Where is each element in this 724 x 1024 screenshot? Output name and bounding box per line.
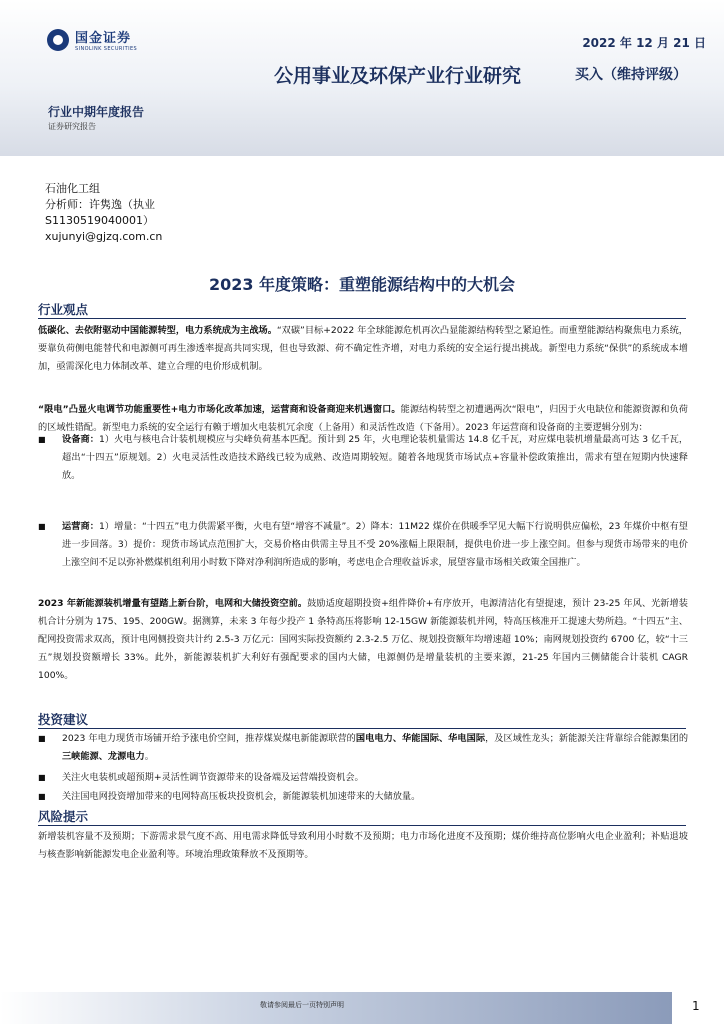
report-date: 2022 年 12 月 21 日: [582, 36, 706, 50]
report-title: 公用事业及环保产业行业研究: [273, 65, 521, 87]
footer-disclaimer[interactable]: 敬请参阅最后一页特别声明: [260, 1001, 344, 1009]
paragraph-new-energy: 2023 年新能源装机增量有望踏上新台阶，电网和大储投资空前。鼓励适度超期投资+组件降价+有序放开，电源清洁化有望提速，预计 23-25 年风、光新增装机合计分别为 175、195、200GW。据测算，未来 3 年每少投产 1 条特高压将影响 12-15GW 新能源装机并网，特高压核准开工提速大势所趋。“十四五”主、配网投资需求双高，预计电网侧投资共计约 2.5-3 万亿元：国网实际投资额约 2.3-2.5 万亿、规划投资额年均增速超 10%；南网规划投资约 6700 亿，较“十三五”规划投资额增长 33%。此外，新能源装机扩大利好有强配要求的国内大储，电源侧仍是增量装机的主要来源，21-25 年国内三侧储能合计装机 CAGR 100%。: [38, 598, 688, 681]
author-group: 石油化工组: [45, 182, 100, 195]
logo-name-en: SINOLINK SECURITIES: [75, 46, 138, 52]
section-divider: [38, 318, 686, 319]
bullet-invest-3: ■ 关注国电网投资增加带来的电网特高压板块投资机会，新能源装机加速带来的大储放量。: [38, 788, 688, 806]
rating-badge: 买入（维持评级）: [575, 67, 687, 83]
author-block: [45, 181, 162, 245]
report-header: [0, 0, 724, 156]
paragraph-power-cut: “限电”凸显火电调节功能重要性+电力市场化改革加速，运营商和设备商迎来机遇窗口。能源结构转型之初遭遇两次“限电”，归因于火电缺位和能源资源和负荷的区域性错配。新型电力系统的安全运行有赖于增加火电装机冗余度（上备用）和灵活性改造（下备用）。2023 年运营商和设备商的主要逻辑分别为：: [38, 404, 688, 433]
section-divider: [38, 825, 686, 826]
report-category: 证券研究报告: [48, 122, 96, 131]
section-heading-risk: 风险提示: [38, 809, 89, 824]
logo-icon: [47, 29, 69, 51]
bullet-square-icon: ■: [38, 792, 46, 801]
company-logo: [47, 27, 137, 52]
bullet-equipment: ■ 设备商：1）火电与核电合计装机规模应与尖峰负荷基本匹配。预计到 25 年，火电理论装机量需达 14.8 亿千瓦，对应煤电装机增量最高可达 3 亿千瓦，超出“十四五”原规划。2）火电灵活性改造技术路线已较为成熟、改造周期较短。随着各地现货市场试点+容量补偿政策推出，需求有望在短期内快速释放。: [38, 431, 688, 485]
section-heading-invest: 投资建议: [38, 712, 89, 727]
bullet-square-icon: ■: [38, 773, 46, 782]
section-divider: [38, 728, 686, 729]
section-heading-views: 行业观点: [38, 302, 89, 317]
paragraph-risk: 新增装机容量不及预期；下游需求景气度不高、用电需求降低导致利用小时数不及预期；电力市场化进度不及预期；煤价维持高位影响火电企业盈利；补贴退坡与核查影响新能源发电企业盈利等。环境治理政策释放不及预期等。: [38, 831, 688, 860]
page-number: 1: [692, 999, 700, 1013]
logo-name-cn: 国金证券: [75, 31, 132, 46]
paragraph-lead: 低碳化、去依附驱动中国能源转型，电力系统成为主战场。: [38, 325, 277, 336]
paragraph-lead: “限电”凸显火电调节功能重要性+电力市场化改革加速，运营商和设备商迎来机遇窗口。: [38, 404, 401, 415]
analyst-name: 分析师：许隽逸（执业: [45, 198, 155, 211]
report-type: 行业中期年度报告: [48, 105, 145, 119]
paragraph-lead: 2023 年新能源装机增量有望踏上新台阶，电网和大储投资空前。: [38, 598, 308, 609]
bullet-invest-2: ■ 关注火电装机或超预期+灵活性调节资源带来的设备端及运营端投资机会。: [38, 769, 688, 787]
strategy-title: 2023 年度策略：重塑能源结构中的大机会: [208, 275, 516, 294]
analyst-license: S1130519040001）: [45, 214, 154, 227]
bullet-square-icon: ■: [38, 435, 46, 444]
bullet-operator: ■ 运营商：1）增量：“十四五”电力供需紧平衡，火电有望“增容不减量”。2）降本：11M22 煤价在供暖季罕见大幅下行说明供应偏松，23 年煤价中枢有望进一步回落。3）提价：现货市场试点范围扩大，交易价格由供需主导且不受 20%涨幅上限限制，提供电价进一步上涨空间。但参与现货市场带来的电价上涨空间不足以弥补燃煤机组利用小时数下降对净利润所造成的影响，考虑电企合理收益诉求，展望容量市场相关政策全国推广。: [38, 518, 688, 572]
bullet-invest-1: ■ 2023 年电力现货市场铺开给予涨电价空间，推荐煤炭煤电新能源联营的国电电力、华能国际、华电国际，及区域性龙头；新能源关注背靠综合能源集团的三峡能源、龙源电力。: [38, 730, 688, 766]
bullet-square-icon: ■: [38, 734, 46, 743]
paragraph-transition: 低碳化、去依附驱动中国能源转型，电力系统成为主战场。“双碳”目标+2022 年全球能源危机再次凸显能源结构转型之紧迫性。而重塑能源结构聚焦电力系统，要靠负荷侧电能替代和电源侧可再生渗透率提高共同实现，但也导致源、荷不确定性齐增，对电力系统的安全运行提出挑战。新型电力系统“保供”的系统成本增加，亟需深化电力体制改革、建立合理的电价形成机制。: [38, 325, 688, 372]
bullet-square-icon: ■: [38, 522, 46, 531]
analyst-email[interactable]: xujunyi@gjzq.com.cn: [45, 230, 163, 243]
